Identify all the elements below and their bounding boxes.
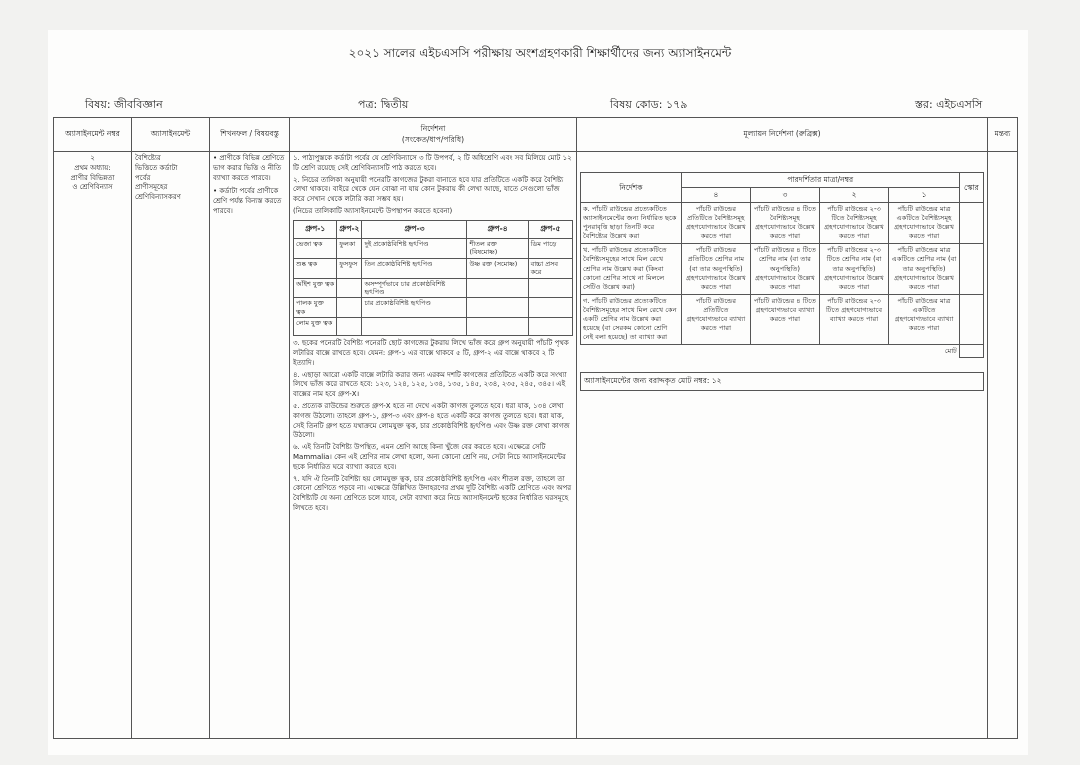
group-cell: তিন প্রকোষ্ঠবিশিষ্ট হৃৎপিণ্ড <box>362 258 467 278</box>
rubric-cell: পাঁচটি রাউন্ডের মাত্র একটিতে গ্রহণযোগ্যভাবে ব্যাখ্যা করতে পারা <box>889 294 960 344</box>
rubric-criterion: খ. পাঁচটি রাউন্ডের প্রত্যেকটিতে বৈশিষ্ট্যসমূহের সাথে মিল রেখে শ্রেণির নাম উল্লেখ করা (কিংবা কোনো শ্রেণির সাথে না মিললে সেটিও উল্লেখ করা) <box>581 244 682 294</box>
group-cell: ফুলকা <box>337 238 362 258</box>
rubric-cell: পাঁচটি রাউন্ডের প্রতিটিতে বৈশিষ্ট্যসমূহ গ্রহণযোগ্যভাবে উল্লেখ করতে পারা <box>681 203 750 244</box>
rubric-cell: পাঁচটি রাউন্ডের মাত্র একটিতে বৈশিষ্ট্যসমূহ গ্রহণযোগ্যভাবে উল্লেখ করতে পারা <box>889 203 960 244</box>
rubric-table <box>580 172 984 358</box>
rubric-row <box>581 244 984 294</box>
rubric-cell: পাঁচটি রাউন্ডের ৪ টিতে বৈশিষ্ট্যসমূহ গ্রহণযোগ্যভাবে উল্লেখ করতে পারা <box>751 203 820 244</box>
rubric-criterion: ক. পাঁচটি রাউন্ডের প্রত্যেকটিতে অ্যাসাইনমেন্টের জন্য নির্ধারিত ছকে পুনরাবৃত্তি ছাড়া তিনটি করে বৈশিষ্ট্যের উল্লেখ করা <box>581 203 682 244</box>
group-cell: ভেজা ত্বক <box>294 238 337 258</box>
outcome-item: • কর্ডাটা পর্বের প্রাণীকে শ্রেণি পর্যন্ত বিন্যস্ত করতে পারবে। <box>213 187 286 216</box>
group-cell <box>467 318 528 336</box>
group-cell: ফুসফুস <box>337 258 362 278</box>
rubric-level-header: পারদর্শিতার মাত্রা/নম্বর <box>681 173 959 188</box>
rubric-cell: পাঁচটি রাউন্ডের মাত্র একটিতে শ্রেণির নাম (বা তার অনুপস্থিতি) গ্রহণযোগ্যভাবে উল্লেখ করতে পারা <box>889 244 960 294</box>
rubric-cell: পাঁচটি রাউন্ডের ৪ টিতে গ্রহণযোগ্যভাবে ব্যাখ্যা করতে পারা <box>751 294 820 344</box>
group-table <box>293 220 573 337</box>
group-header: গ্রুপ-৫ <box>528 220 572 238</box>
rubric-level: ৩ <box>751 188 820 203</box>
group-cell <box>362 318 467 336</box>
group-cell: আঁইশ যুক্ত ত্বক <box>294 278 337 298</box>
instruction-subtitle: (সংকেত/ধাপ/পরিধি) <box>401 134 465 144</box>
remark-cell <box>988 152 1018 739</box>
outcome-list <box>210 152 290 739</box>
rubric-total-label: মোট <box>581 344 960 358</box>
rubric-criterion: গ. পাঁচটি রাউন্ডের প্রত্যেকটিতে বৈশিষ্ট্যসমূহের সাথে মিল রেখে কেন একটি শ্রেণির নাম উল্লেখ করা হয়েছে (বা সেরকম কোনো শ্রেণি নেই বলা হয়েছে) তা ব্যাখ্যা করা <box>581 294 682 344</box>
group-cell: অসম্পূর্ণভাবে চার প্রকোষ্ঠবিশিষ্ট হৃৎপিণ্ড <box>362 278 467 298</box>
subject-label: বিষয়: জীববিজ্ঞান <box>85 98 163 111</box>
group-row <box>294 238 573 258</box>
rubric-criterion-header: নির্দেশক <box>581 173 682 203</box>
group-cell: পালক যুক্ত ত্বক <box>294 298 337 318</box>
rubric-row <box>581 203 984 244</box>
group-row <box>294 278 573 298</box>
group-cell <box>337 278 362 298</box>
header-outcome: শিখনফল / বিষয়বস্তু <box>210 118 290 152</box>
header-evaluation: মূল্যায়ন নির্দেশনা (রুব্রিক্স) <box>577 118 988 152</box>
group-cell <box>528 318 572 336</box>
group-cell: চার প্রকোষ্ঠবিশিষ্ট হৃৎপিণ্ড <box>362 298 467 318</box>
level-label: স্তর: এইচএসসি <box>915 98 983 111</box>
group-row <box>294 318 573 336</box>
rubric-cell: পাঁচটি রাউন্ডের ৪ টিতে শ্রেণির নাম (বা তার অনুপস্থিতি) গ্রহণযোগ্যভাবে উল্লেখ করতে পারা <box>751 244 820 294</box>
instruction-cell <box>290 152 577 739</box>
assignment-table <box>53 117 1018 739</box>
group-cell: বাচ্চা প্রসব করে <box>528 258 572 278</box>
group-cell <box>337 318 362 336</box>
rubric-cell: পাঁচটি রাউন্ডের ২-৩ টিতে বৈশিষ্ট্যসমূহ গ্রহণযোগ্যভাবে উল্লেখ করতে পারা <box>819 203 888 244</box>
paper-label: পত্র: দ্বিতীয় <box>358 98 409 111</box>
group-cell <box>467 278 528 298</box>
group-cell <box>528 298 572 318</box>
group-cell: উষ্ণ রক্ত (সমোষ্ণ) <box>467 258 528 278</box>
group-cell <box>337 298 362 318</box>
instruction-step: ৭. যদি ঐ তিনটি বৈশিষ্ট্য হয় লোমযুক্ত ত্বক, চার প্রকোষ্ঠবিশিষ্ট হৃৎপিণ্ড এবং শীতল রক্ত, তাহলে তা কোনো শ্রেণিতে পড়বে না। এক্ষেত্রে উল্লিখিত উদাহরণের প্রথম দুটি বৈশিষ্ট্য একটি শ্রেণিতে এবং অপর বৈশিষ্ট্যটি যে অন্য শ্রেণিতে চলে যাবে, সেটা ব্যাখ্যা করে নিচে অ্যাসাইনমেন্ট ছকের নির্ধারিত ঘরসমূহে লিখতে হবে। <box>293 474 572 513</box>
rubric-score-cell <box>959 203 983 244</box>
instruction-title: নির্দেশনা <box>420 124 446 133</box>
header-assignment: অ্যাসাইনমেন্ট <box>132 118 210 152</box>
page-title: ২০২১ সালের এইচএসসি পরীক্ষায় অংশগ্রহণকারী শিক্ষার্থীদের জন্য অ্যাসাইনমেন্ট <box>348 46 732 60</box>
instruction-step: ১. পাঠ্যপুস্তকে কর্ডাটা পর্বের যে শ্রেণিবিন্যাসে ৩ টি উপপর্ব, ২ টি অধিশ্রেণি এবং সব মিলিয়ে মোট ১২ টি শ্রেণি রয়েছে সেই শ্রেণিবিন্যাসটি পাঠ করতে হবে। <box>293 154 572 172</box>
instruction-step: ৬. এই তিনটি বৈশিষ্ট্য উপস্থিত, এমন শ্রেণি আছে কিনা খুঁজে বের করতে হবে। এক্ষেত্রে সেটি Mammalia। কেন এই শ্রেণির নাম লেখা হলো, অন্য কোনো শ্রেণি নয়, সেটা নিচে অ্যাসাইনমেন্টের ছকে নির্ধারিত ঘরে ব্যাখ্যা করতে হবে। <box>293 443 566 471</box>
rubric-cell: পাঁচটি রাউন্ডের প্রতিটিতে গ্রহণযোগ্যভাবে ব্যাখ্যা করতে পারা <box>681 294 750 344</box>
rubric-cell: পাঁচটি রাউন্ডের প্রতিটিতে শ্রেণির নাম (বা তার অনুপস্থিতি) গ্রহণযোগ্যভাবে উল্লেখ করতে পারা <box>681 244 750 294</box>
group-header: গ্রুপ-৩ <box>362 220 467 238</box>
subject-code-label: বিষয় কোড: ১৭৯ <box>610 98 688 111</box>
assignment-topic: বৈশিষ্ট্যের ভিত্তিতে কর্ডাটা পর্বের প্রাণীসমূহের শ্রেণিবিন্যাসকরণ <box>135 154 181 202</box>
rubric-cell: পাঁচটি রাউন্ডের ২-৩ টিতে গ্রহণযোগ্যভাবে ব্যাখ্যা করতে পারা <box>819 294 888 344</box>
group-header: গ্রুপ-২ <box>337 220 362 238</box>
rubric-level: ১ <box>889 188 960 203</box>
instruction-step: ৪. এছাড়া আরো একটি বাক্সে লটারি করার জন্য এরকম দশটি কাগজের প্রতিটিতে একটি করে সংখ্যা লিখে ভাঁজ করে রাখতে হবে: ১২৩, ১২৪, ১২৫, ১৩৪, ১৩৫, ১৪৫, ২৩৪, ২৩৫, ২৪৫, ৩৪৫। এই বাক্সের নাম হবে গ্রুপ-X। <box>293 370 567 399</box>
group-cell: দুই প্রকোষ্ঠবিশিষ্ট হৃৎপিণ্ড <box>362 238 467 258</box>
rubric-level: ৪ <box>681 188 750 203</box>
group-cell <box>467 298 528 318</box>
instruction-step: ২. নিচের তালিকা অনুযায়ী পনেরটি কাগজের টুকরা বানাতে হবে যার প্রতিটিতে একটি করে বৈশিষ্ট্য লেখা থাকবে। বাইরে থেকে যেন বোঝা না যায় কোন টুকরায় কী লেখা আছে, যাতে সেগুলো ভাঁজ করে সেখান থেকে লটারি করা সম্ভব হয়। <box>293 175 564 204</box>
header-assignment-no: অ্যাসাইনমেন্ট নম্বর <box>54 118 132 152</box>
outcome-item: • প্রাণীকে বিভিন্ন শ্রেণিতে ভাগ করার ভিত্তি ও নীতি ব্যাখ্যা করতে পারবে। <box>213 154 286 183</box>
rubric-score-cell <box>959 294 983 344</box>
header-instruction <box>290 118 577 152</box>
instruction-step: ৩. ছকের পনেরটি বৈশিষ্ট্য পনেরটি ছোট কাগজের টুকরায় লিখে ভাঁজ করে গ্রুপ অনুযায়ী পাঁচটি পৃথক লটারির বাক্সে রাখতে হবে। যেমন: গ্রুপ-১ এর বাক্সে থাকবে ৫ টি, গ্রুপ-২ এর বাক্সে থাকবে ২ টি ইত্যাদি। <box>293 339 569 367</box>
group-header: গ্রুপ-৪ <box>467 220 528 238</box>
group-cell: শীতল রক্ত (বিষমোষ্ণ) <box>467 238 528 258</box>
instruction-step: ৫. প্রত্যেক রাউন্ডের শুরুতে গ্রুপ-X হতে না দেখে একটা কাগজ তুলতে হবে। ধরা যাক, ১৩৪ লেখা কাগজ উঠলো। তাহলে গ্রুপ-১, গ্রুপ-৩ এবং গ্রুপ-৪ হতে একটি করে কাগজ তুলতে হবে। ধরা যাক, সেই তিনটি গ্রুপ হতে যথাক্রমে লোমযুক্ত ত্বক, চার প্রকোষ্ঠবিশিষ্ট হৃৎপিণ্ড এবং উষ্ণ রক্ত লেখা কাগজ উঠলো। <box>293 402 570 440</box>
rubric-total-cell <box>959 344 983 358</box>
group-cell <box>528 278 572 298</box>
rubric-level: ২ <box>819 188 888 203</box>
rubric-score-cell <box>959 244 983 294</box>
rubric-score-header: স্কোর <box>959 173 983 203</box>
instruction-note: (নিচের তালিকাটি অ্যাসাইনমেন্টে উপস্থাপন করতে হবেনা) <box>293 206 453 215</box>
group-row <box>294 298 573 318</box>
header-remark: মন্তব্য <box>988 118 1018 152</box>
group-cell: লোম যুক্ত ত্বক <box>294 318 337 336</box>
rubric-row <box>581 294 984 344</box>
assignment-number: ২ প্রথম অধ্যায়: প্রাণীর বিভিন্নতা ও শ্রেণিবিন্যাস <box>70 154 115 192</box>
group-cell: শুষ্ক ত্বক <box>294 258 337 278</box>
total-marks: অ্যাসাইনমেন্টের জন্য বরাদ্দকৃত মোট নম্বর: ১২ <box>580 372 984 391</box>
group-row <box>294 258 573 278</box>
rubric-cell: পাঁচটি রাউন্ডের ২-৩ টিতে শ্রেণির নাম (বা তার অনুপস্থিতি) গ্রহণযোগ্যভাবে উল্লেখ করতে পারা <box>819 244 888 294</box>
group-header: গ্রুপ-১ <box>294 220 337 238</box>
group-cell: ডিম পাড়ে <box>528 238 572 258</box>
evaluation-cell <box>577 152 988 739</box>
